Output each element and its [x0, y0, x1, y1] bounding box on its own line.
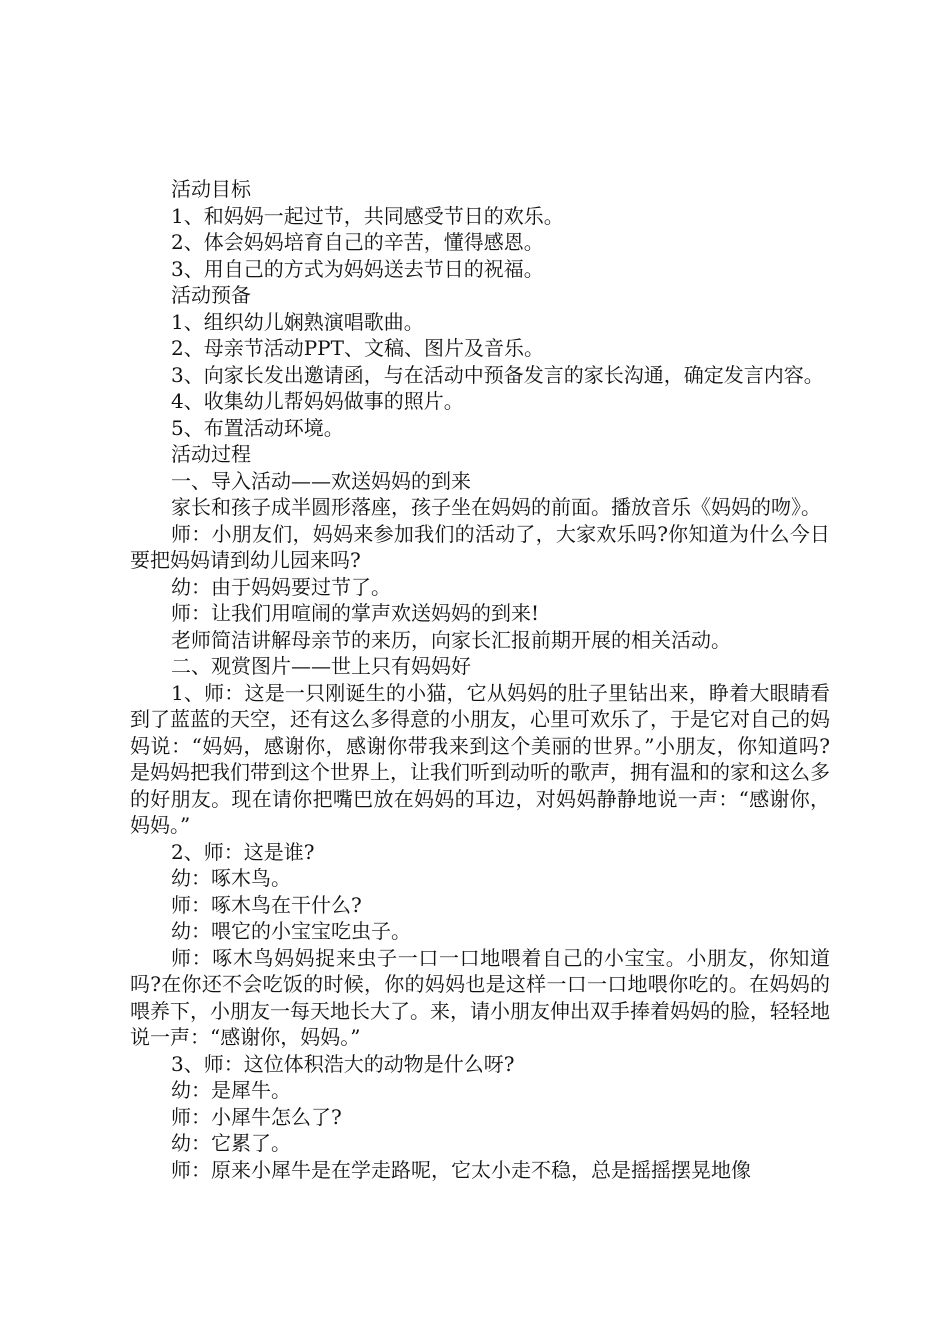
dialogue-line: 师：小犀牛怎么了? [171, 1104, 342, 1129]
process-step-heading: 二、观赏图片——世上只有妈妈好 [171, 654, 471, 678]
dialogue-line: 幼：啄木鸟。 [171, 866, 291, 890]
goal-item: 1、和妈妈一起过节，共同感受节日的欢乐。 [171, 203, 564, 228]
section-heading-preparation: 活动预备 [171, 283, 251, 307]
dialogue-line: 幼：喂它的小宝宝吃虫子。 [171, 919, 411, 943]
process-step-heading: 一、导入活动——欢送妈妈的到来 [171, 468, 471, 493]
dialogue-line: 幼：它累了。 [171, 1131, 291, 1155]
dialogue-line: 师：啄木鸟妈妈捉来虫子一口一口地喂着自己的小宝宝。小朋友，你知道吗?在你还不会吃饭的时候，你的妈妈也是这样一口一口地喂你吃的。在妈妈的喂养下，小朋友一每天地长大了。来，请小朋友伸出双手捧着妈妈的脸，轻轻地说一声：“感谢你，妈妈。” [130, 945, 830, 1049]
body-paragraph: 家长和孩子成半圆形落座，孩子坐在妈妈的前面。播放音乐《妈妈的吻》。 [171, 495, 821, 519]
dialogue-line: 师：小朋友们，妈妈来参加我们的活动了，大家欢乐吗?你知道为什么今日要把妈妈请到幼儿园来吗? [130, 521, 830, 572]
dialogue-line: 幼：是犀牛。 [171, 1078, 291, 1102]
preparation-item: 2、母亲节活动PPT、文稿、图片及音乐。 [171, 336, 544, 360]
dialogue-line: 幼：由于妈妈要过节了。 [171, 574, 391, 599]
goal-item: 2、体会妈妈培育自己的辛苦，懂得感恩。 [171, 230, 544, 254]
dialogue-line: 师：让我们用喧闹的掌声欢送妈妈的到来! [171, 601, 540, 625]
document-page [130, 176, 830, 1183]
section-heading-goals: 活动目标 [171, 177, 251, 201]
dialogue-line: 3、师：这位体积浩大的动物是什么呀? [171, 1051, 515, 1076]
preparation-item: 4、收集幼儿帮妈妈做事的照片。 [171, 389, 464, 413]
goal-item: 3、用自己的方式为妈妈送去节日的祝福。 [171, 256, 544, 281]
dialogue-line: 师：原来小犀牛是在学走路呢，它太小走不稳，总是摇摇摆晃地像 [171, 1157, 751, 1182]
dialogue-line: 2、师：这是谁? [171, 839, 315, 864]
preparation-item: 3、向家长发出邀请函，与在活动中预备发言的家长沟通，确定发言内容。 [171, 362, 824, 387]
dialogue-line: 师：啄木鸟在干什么? [171, 892, 362, 917]
section-heading-process: 活动过程 [171, 442, 251, 466]
preparation-item: 1、组织幼儿娴熟演唱歌曲。 [171, 309, 424, 334]
dialogue-line: 1、师：这是一只刚诞生的小猫，它从妈妈的肚子里钻出来，睁着大眼睛看到了蓝蓝的天空，还有这么多得意的小朋友，心里可欢乐了，于是它对自己的妈妈说：“妈妈，感谢你，感谢你带我来到这个美丽的世界。”小朋友，你知道吗?是妈妈把我们带到这个世界上，让我们听到动听的歌声，拥有温和的家和这么多的好朋友。现在请你把嘴巴放在妈妈的耳边，对妈妈静静地说一声：“感谢你，妈妈。” [130, 680, 830, 837]
preparation-item: 5、布置活动环境。 [171, 415, 344, 440]
body-paragraph: 老师简洁讲解母亲节的来历，向家长汇报前期开展的相关活动。 [171, 627, 731, 652]
